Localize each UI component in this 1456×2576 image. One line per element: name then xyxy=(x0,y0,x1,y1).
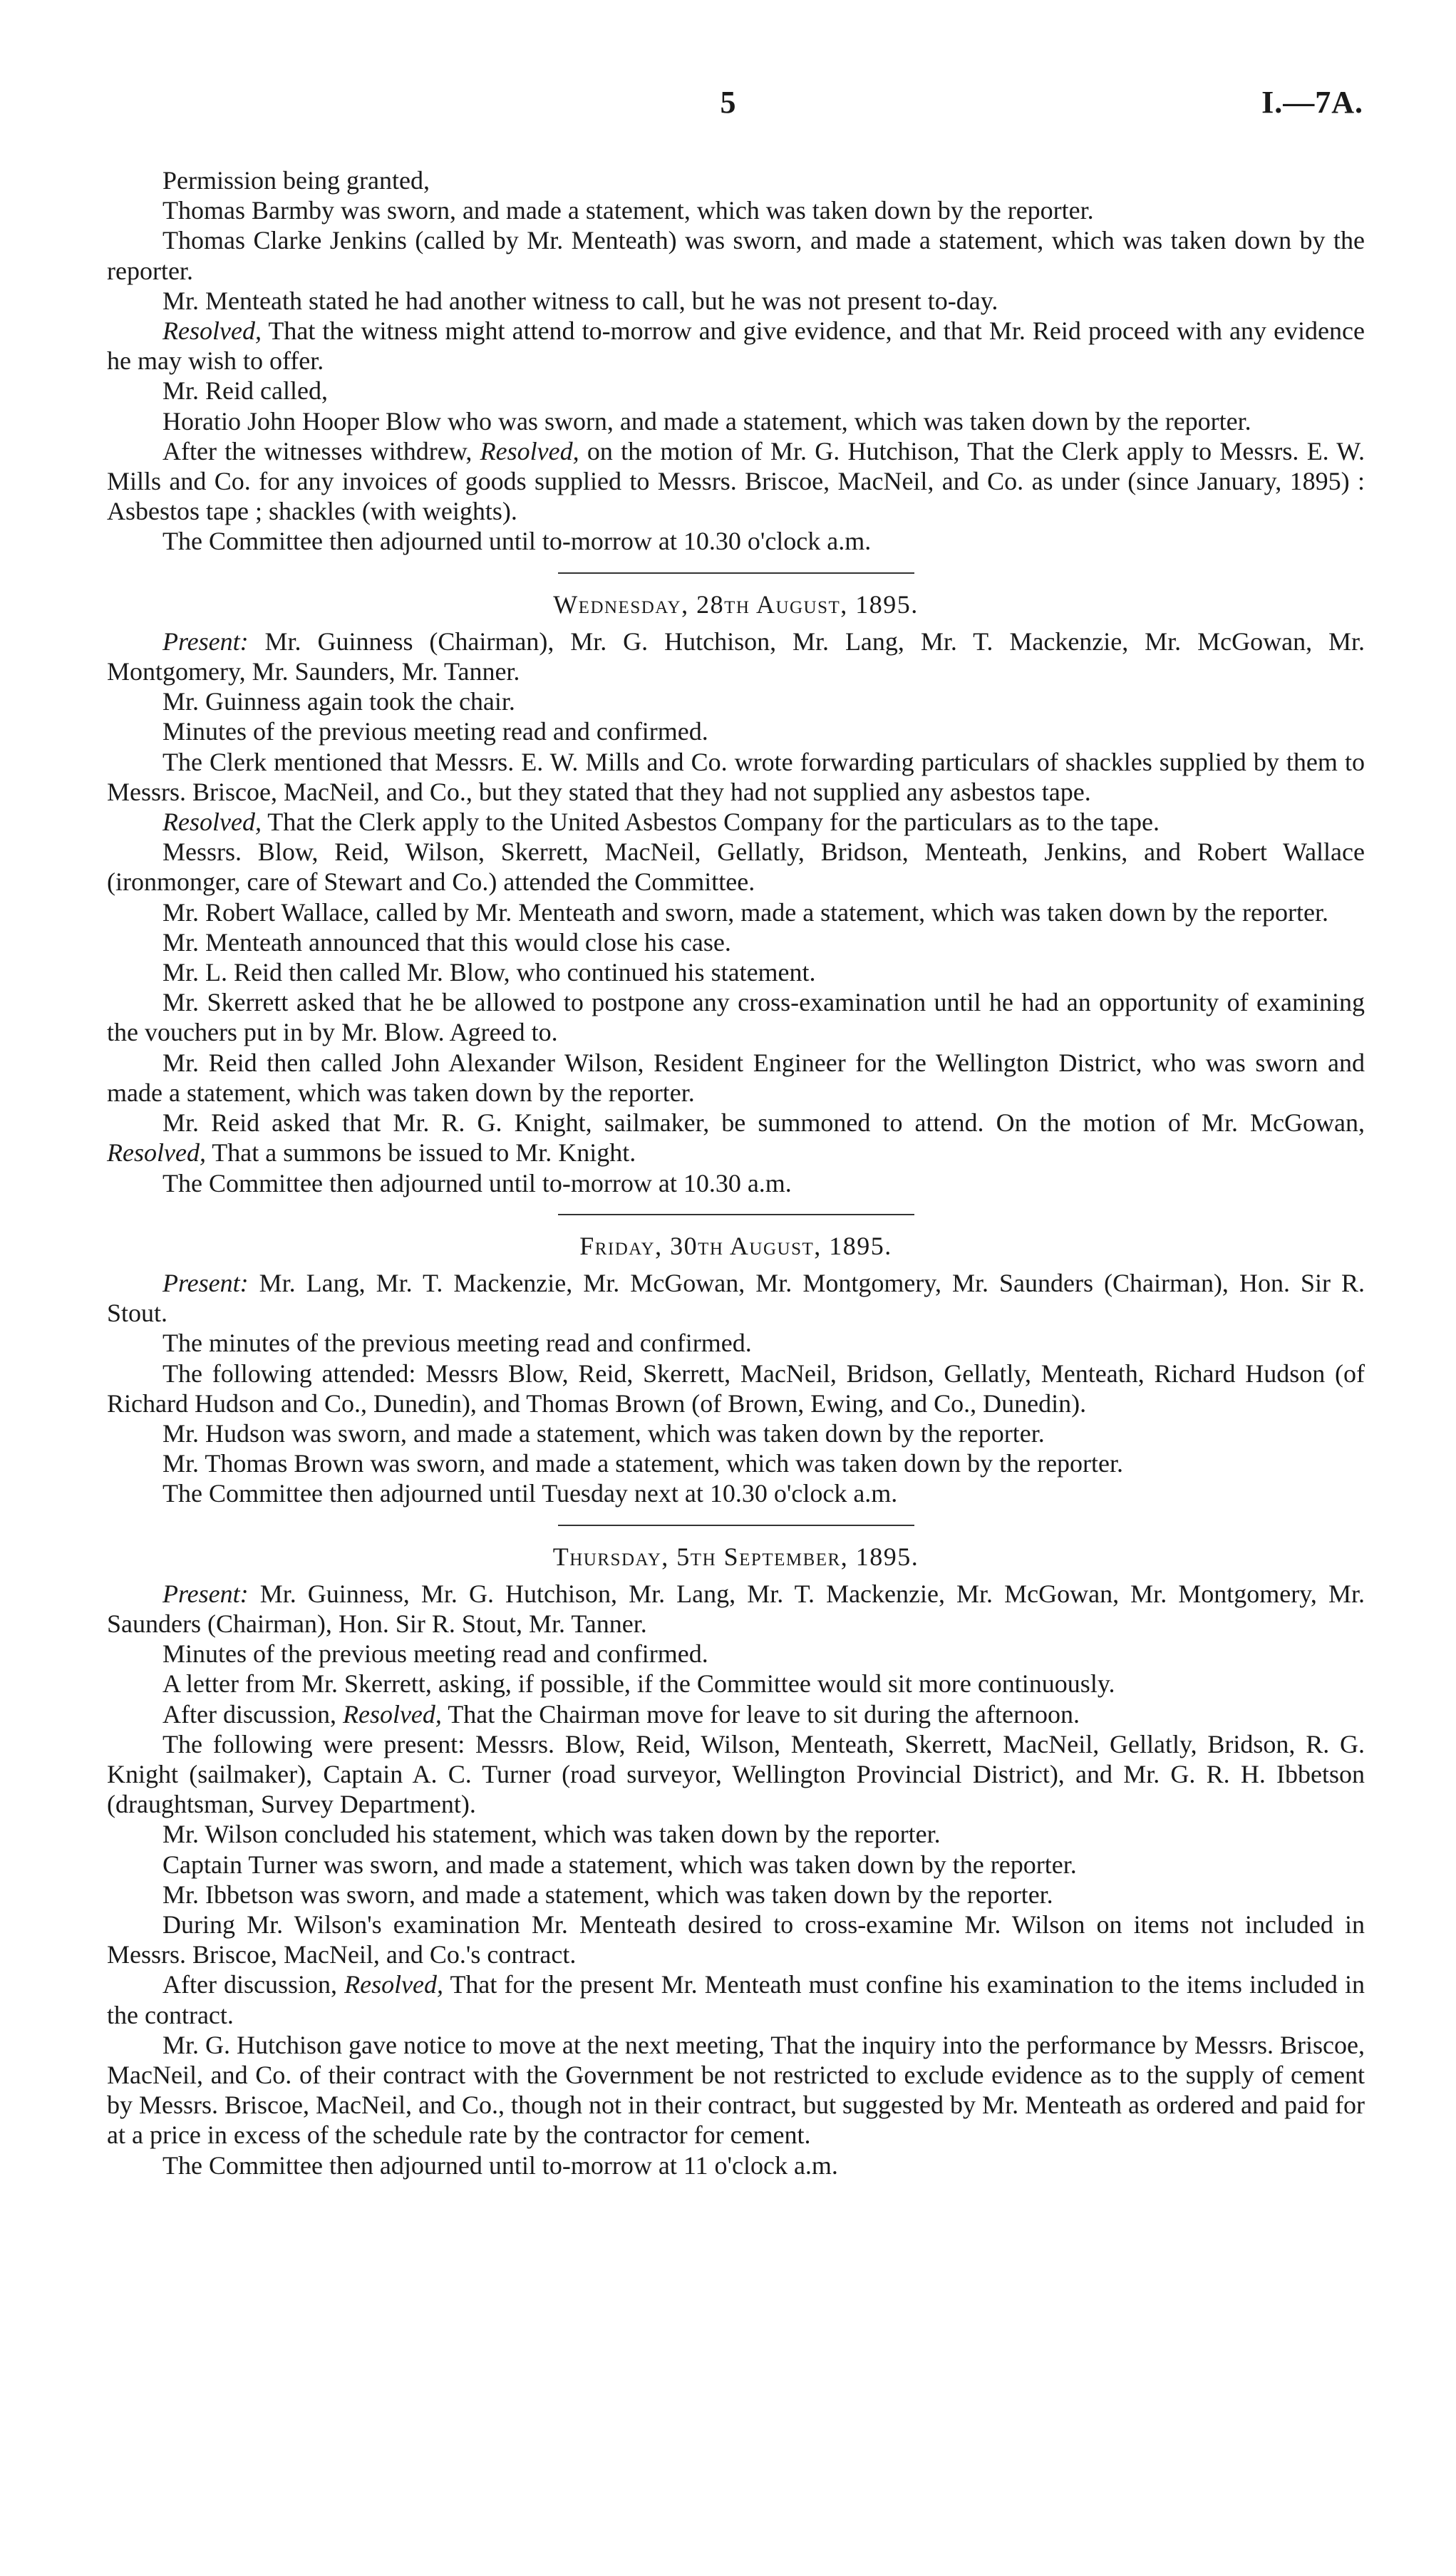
minutes-paragraph xyxy=(107,1850,1365,1880)
minutes-paragraph xyxy=(107,1448,1365,1478)
italic-lead-word: Resolved, xyxy=(342,1699,442,1729)
minutes-paragraph xyxy=(107,1418,1365,1448)
paragraph-text: Mr. Lang, Mr. T. Mackenzie, Mr. McGowan, Mr. Montgomery, Mr. Saunders (Chairman), Hon. Sir R. Stout. xyxy=(107,1268,1365,1328)
minutes-paragraph xyxy=(107,406,1365,436)
minutes-paragraph xyxy=(107,1699,1365,1729)
minutes-paragraph xyxy=(107,1579,1365,1639)
paragraph-text: Mr. Guinness (Chairman), Mr. G. Hutchison, Mr. Lang, Mr. T. Mackenzie, Mr. McGowan, Mr. Montgomery, Mr. Saunders, Mr. Tanner. xyxy=(107,627,1365,686)
paragraph-text: Mr. Hudson was sworn, and made a statement, which was taken down by the reporter. xyxy=(162,1418,1045,1448)
minutes-paragraph xyxy=(107,1478,1365,1508)
italic-lead-word: Present: xyxy=(162,1268,249,1297)
paragraph-text: That for the present Mr. Menteath must confine his examination to the items included in the contract. xyxy=(107,1970,1365,2029)
minutes-paragraph xyxy=(107,897,1365,927)
minutes-paragraph xyxy=(107,1880,1365,1910)
paragraph-text: Thomas Barmby was sworn, and made a statement, which was taken down by the reporter. xyxy=(162,196,1094,225)
paragraph-text: The Clerk mentioned that Messrs. E. W. Mills and Co. wrote forwarding particulars of shackles supplied by them to Messrs. Briscoe, MacNeil, and Co., but they stated that they had not supplied any asbestos tape. xyxy=(107,747,1365,806)
italic-lead-word: Present: xyxy=(162,627,249,656)
minutes-paragraph xyxy=(107,225,1365,285)
paragraph-text: Mr. Menteath stated he had another witness to call, but he was not present to-day. xyxy=(162,286,998,315)
paragraph-text: Mr. Reid then called John Alexander Wilson, Resident Engineer for the Wellington District, who was sworn and made a statement, which was taken down by the reporter. xyxy=(107,1048,1365,1107)
minutes-paragraph xyxy=(107,195,1365,225)
minutes-paragraph xyxy=(107,286,1365,316)
paragraph-text: Mr. Thomas Brown was sworn, and made a statement, which was taken down by the reporter. xyxy=(162,1449,1124,1478)
paragraph-text: The following were present: Messrs. Blow, Reid, Wilson, Menteath, Skerrett, MacNeil, Gellatly, Bridson, R. G. Knight (sailmaker), Captain A. C. Turner (road surveyor, Wellington Provincial District), and Mr. G. R. H. Ibbetson (draughtsman, Survey Department). xyxy=(107,1729,1365,1819)
minutes-paragraph xyxy=(107,807,1365,837)
minutes-paragraph xyxy=(107,927,1365,957)
paragraph-text: A letter from Mr. Skerrett, asking, if possible, if the Committee would sit more continuously. xyxy=(162,1669,1115,1699)
paragraph-text: The minutes of the previous meeting read and confirmed. xyxy=(162,1329,752,1358)
paragraph-text: on the motion of Mr. G. Hutchison, That the Clerk apply to Messrs. E. W. Mills and Co. for any invoices of goods supplied to Messrs. Briscoe, MacNeil, and Co. as under (since January, 1895) : Asbestos tape ; shackles (with weights). xyxy=(107,436,1365,526)
minutes-paragraph xyxy=(107,716,1365,746)
paragraph-text: The Committee then adjourned until to-morrow at 10.30 a.m. xyxy=(162,1168,792,1197)
meeting-date-heading: Wednesday, 28th August, 1895. xyxy=(553,589,919,619)
paragraph-text: That a summons be issued to Mr. Knight. xyxy=(205,1138,636,1168)
paragraph-text: That the witness might attend to-morrow and give evidence, and that Mr. Reid proceed with any evidence he may wish to offer. xyxy=(107,316,1365,376)
minutes-paragraph xyxy=(107,1108,1365,1168)
paragraph-text: The Committee then adjourned until to-morrow at 10.30 o'clock a.m. xyxy=(162,527,872,556)
minutes-body xyxy=(107,165,1365,2180)
paragraph-text: Mr. Reid called, xyxy=(162,376,328,406)
minutes-paragraph xyxy=(107,1669,1365,1699)
minutes-paragraph xyxy=(107,526,1365,556)
italic-lead-word: Resolved, xyxy=(162,808,262,837)
paragraph-text: Mr. Skerrett asked that he be allowed to postpone any cross-examination until he had an opportunity of examining the vouchers put in by Mr. Blow. Agreed to. xyxy=(107,988,1365,1047)
paragraph-text: The Committee then adjourned until Tuesday next at 10.30 o'clock a.m. xyxy=(162,1479,898,1508)
paragraph-text: Captain Turner was sworn, and made a statement, which was taken down by the reporter. xyxy=(162,1850,1077,1879)
paragraph-text: During Mr. Wilson's examination Mr. Menteath desired to cross-examine Mr. Wilson on items not included in Messrs. Briscoe, MacNeil, and Co.'s contract. xyxy=(107,1910,1365,1969)
paragraph-text: Mr. Wilson concluded his statement, which was taken down by the reporter. xyxy=(162,1820,941,1849)
paragraph-text-lead: After discussion, xyxy=(162,1699,343,1729)
paragraph-text: Minutes of the previous meeting read and confirmed. xyxy=(162,1639,708,1669)
minutes-paragraph xyxy=(107,1639,1365,1669)
section-divider xyxy=(558,572,914,574)
paragraph-text: Messrs. Blow, Reid, Wilson, Skerrett, MacNeil, Gellatly, Bridson, Menteath, Jenkins, and Robert Wallace (ironmonger, care of Stewart and Co.) attended the Committee. xyxy=(107,838,1365,897)
minutes-paragraph xyxy=(107,1268,1365,1328)
minutes-paragraph xyxy=(107,1969,1365,2029)
paragraph-text: Mr. Menteath announced that this would close his case. xyxy=(162,927,731,957)
minutes-paragraph xyxy=(107,1328,1365,1358)
paragraph-text: Permission being granted, xyxy=(162,166,430,195)
paragraph-text: Mr. Guinness, Mr. G. Hutchison, Mr. Lang, Mr. T. Mackenzie, Mr. McGowan, Mr. Montgomery, Mr. Saunders (Chairman), Hon. Sir R. Stout, Mr. Tanner. xyxy=(107,1579,1365,1638)
minutes-paragraph xyxy=(107,1910,1365,1969)
paragraph-text: That the Clerk apply to the United Asbestos Company for the particulars as to the tape. xyxy=(261,808,1160,837)
paragraph-text: Horatio John Hooper Blow who was sworn, and made a statement, which was taken down by the reporter. xyxy=(162,406,1251,436)
italic-lead-word: Present: xyxy=(162,1579,249,1608)
paragraph-text: The following attended: Messrs Blow, Reid, Skerrett, MacNeil, Bridson, Gellatly, Menteath, Richard Hudson (of Richard Hudson and Co., Dunedin), and Thomas Brown (of Brown, Ewing, and Co., Dunedin). xyxy=(107,1359,1365,1418)
paragraph-text-lead: After the witnesses withdrew, xyxy=(162,436,480,465)
minutes-paragraph xyxy=(107,1168,1365,1198)
page-number: 5 xyxy=(720,85,736,120)
minutes-paragraph xyxy=(107,165,1365,195)
italic-lead-word: Resolved, xyxy=(107,1138,206,1168)
minutes-paragraph xyxy=(107,627,1365,686)
paragraph-text: Minutes of the previous meeting read and confirmed. xyxy=(162,717,708,746)
minutes-paragraph xyxy=(107,2030,1365,2150)
minutes-paragraph xyxy=(107,316,1365,376)
minutes-paragraph xyxy=(107,2150,1365,2180)
minutes-paragraph xyxy=(107,837,1365,897)
minutes-paragraph xyxy=(107,1729,1365,1820)
paragraph-text: Mr. Ibbetson was sworn, and made a statement, which was taken down by the reporter. xyxy=(162,1880,1053,1909)
paragraph-text: That the Chairman move for leave to sit during the afternoon. xyxy=(441,1699,1080,1729)
minutes-paragraph xyxy=(107,747,1365,807)
document-reference: I.—7A. xyxy=(1261,85,1363,120)
section-divider xyxy=(558,1525,914,1526)
minutes-paragraph xyxy=(107,1819,1365,1849)
paragraph-text: Mr. G. Hutchison gave notice to move at the next meeting, That the inquiry into the performance by Messrs. Briscoe, MacNeil, and Co. of their contract with the Government be not restricted to exclude evidence as to the supply of cement by Messrs. Briscoe, MacNeil, and Co., though not in their contract, but suggested by Mr. Menteath as ordered and paid for at a price in excess of the schedule rate by the contractor for cement. xyxy=(107,2030,1365,2150)
paragraph-text: The Committee then adjourned until to-morrow at 11 o'clock a.m. xyxy=(162,2150,838,2180)
paragraph-text-lead: After discussion, xyxy=(162,1970,345,1999)
minutes-paragraph xyxy=(107,436,1365,527)
italic-lead-word: Resolved, xyxy=(344,1970,444,1999)
minutes-paragraph xyxy=(107,1048,1365,1108)
italic-lead-word: Resolved, xyxy=(162,316,262,346)
meeting-date-heading: Thursday, 5th September, 1895. xyxy=(552,1542,919,1571)
italic-lead-word: Resolved, xyxy=(480,436,579,465)
minutes-paragraph xyxy=(107,987,1365,1047)
meeting-date-heading: Friday, 30th August, 1895. xyxy=(579,1231,892,1260)
minutes-paragraph xyxy=(107,957,1365,987)
minutes-paragraph xyxy=(107,376,1365,406)
paragraph-text: Mr. L. Reid then called Mr. Blow, who continued his statement. xyxy=(162,958,816,987)
paragraph-text: Thomas Clarke Jenkins (called by Mr. Menteath) was sworn, and made a statement, which was taken down by the reporter. xyxy=(107,226,1365,285)
paragraph-text: Mr. Robert Wallace, called by Mr. Menteath and sworn, made a statement, which was taken down by the reporter. xyxy=(162,897,1328,927)
paragraph-text-lead: Mr. Reid asked that Mr. R. G. Knight, sailmaker, be summoned to attend. On the motion of Mr. McGowan, xyxy=(162,1108,1365,1138)
paragraph-text: Mr. Guinness again took the chair. xyxy=(162,687,515,716)
minutes-paragraph xyxy=(107,1359,1365,1418)
section-divider xyxy=(558,1214,914,1215)
minutes-paragraph xyxy=(107,686,1365,716)
